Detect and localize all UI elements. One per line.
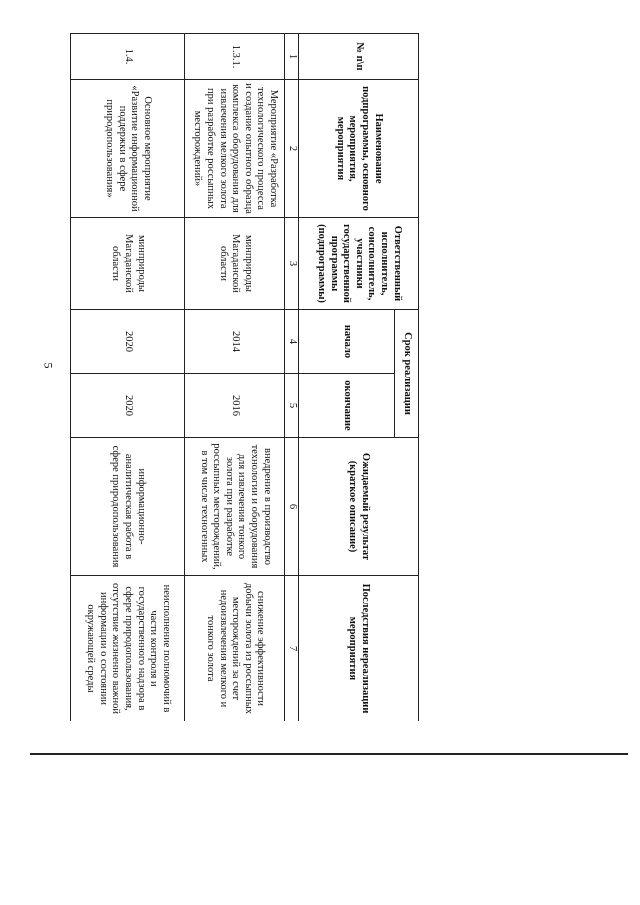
header-end: окончание: [299, 374, 395, 438]
program-table: [70, 33, 419, 721]
header-period: Срок реализации: [395, 310, 419, 438]
table-row: [185, 34, 285, 722]
column-number: 3: [285, 218, 299, 310]
row-consequence: снижение эффективности добычи золота из россыпных месторождений за счет недоизвлечения мелкого и тонкого золота: [185, 576, 285, 722]
header-number: № п\п: [299, 34, 419, 80]
table-row: [71, 34, 185, 722]
row-executor: минприроды Магаданской области: [185, 218, 285, 310]
row-end: 2016: [185, 374, 285, 438]
header-consequence: Последствия нереализации мероприятия: [299, 576, 419, 722]
row-end: 2020: [71, 374, 185, 438]
page-divider: [30, 753, 628, 755]
page-number: 5: [41, 362, 56, 369]
column-number: 4: [285, 310, 299, 374]
row-number: 1.4.: [71, 34, 185, 80]
row-start: 2020: [71, 310, 185, 374]
row-number: 1.3.1.: [185, 34, 285, 80]
column-number: 7: [285, 576, 299, 722]
row-start: 2014: [185, 310, 285, 374]
header-executor: Ответственный исполнитель, соисполнитель, участники государственной программы (подпрограммы): [299, 218, 419, 310]
column-number: 2: [285, 80, 299, 218]
column-number: 5: [285, 374, 299, 438]
column-number: 1: [285, 34, 299, 80]
header-name: Наименование подпрограммы, основного мероприятия, мероприятия: [299, 80, 419, 218]
row-result: внедрение в производство технологии и оборудования для извлечения тонкого золота при разработке россыпных месторождений, в том числе техногенных: [185, 438, 285, 576]
row-executor: минприроды Магаданской области: [71, 218, 185, 310]
row-consequence: неисполнение полномочий в части контроля и государственного надзора в сфере природопользования, отсутствие жизненно важной информации о состоянии окружающей среды: [71, 576, 185, 722]
row-name: Мероприятие «Разработка технологического процесса и создание опытного образца комплекса оборудования для извлечения мелкого золота при разработке россыпных месторождений»: [185, 80, 285, 218]
column-number: 6: [285, 438, 299, 576]
row-result: информационно-аналитическая работа в сфере природопользования: [71, 438, 185, 576]
header-result: Ожидаемый результат (краткое описание): [299, 438, 419, 576]
row-name: Основное мероприятие «Развитие информационной поддержки в сфере природопользования»: [71, 80, 185, 218]
header-start: начало: [299, 310, 395, 374]
